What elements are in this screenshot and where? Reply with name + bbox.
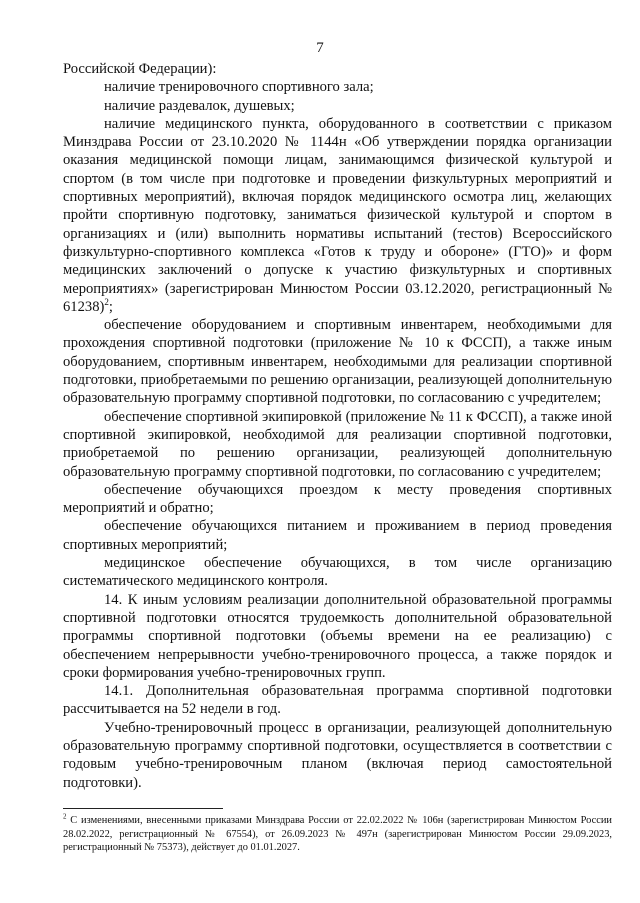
paragraph-text: 14.1. Дополнительная образовательная программа спортивной подготовки рассчитывается на 52 недели в год. [63, 683, 612, 718]
paragraph-text: наличие медицинского пункта, оборудованного в соответствии с приказом Минздрава России от 23.10.2020 № 1144н «Об утверждении порядка организации оказания медицинской помощи лицам, занимающимся физической культурой и спортом (в том числе при подготовке и проведении физкультурных мероприятий и спортивных мероприятий), включая порядок медицинского осмотра лиц, желающих пройти спортивную подготовку, заниматься физической культурой и спортом в организациях и (или) выполнить нормативы испытаний (тестов) Всероссийского физкультурно-спортивного комплекса «Готов к труду и обороне» (ГТО)» и форм медицинских заключений о допуске к участию физкультурных и спортивных мероприятиях» (зарегистрирован Минюстом России 03.12.2020, регистрационный № 61238) [63, 115, 612, 315]
footnote-text: С изменениями, внесенными приказами Минздрава России от 22.02.2022 № 106н (зарегистрирован Минюстом России 28.02.2022, регистрационный № 67554), от 26.09.2023 № 497н (зарегистрирован Минюстом России 29.09.2023, регистрационный № 75373), действует до 01.01.2027. [63, 815, 612, 854]
paragraph [63, 408, 612, 481]
paragraph [63, 60, 612, 78]
footnote [63, 814, 612, 855]
paragraph [63, 78, 612, 96]
paragraph-tail: ; [108, 298, 113, 315]
paragraph-text: обеспечение оборудованием и спортивным инвентарем, необходимыми для прохождения спортивной подготовки (приложение № 10 к ФССП), а также иным оборудованием, спортивным инвентарем, необходимыми для реализации спортивной подготовки, приобретаемыми по решению организации, реализующей дополнительную образовательную программу спортивной подготовки, по согласованию с учредителем; [63, 317, 612, 407]
paragraph-text: обеспечение спортивной экипировкой (приложение № 11 к ФССП), а также иной спортивной экипировкой, необходимой для реализации спортивной подготовки, приобретаемой по решению организации, реализующей дополнительную образовательную программу спортивной подготовки, по согласованию с учредителем; [63, 408, 612, 480]
paragraph [63, 517, 612, 554]
paragraph-text: медицинское обеспечение обучающихся, в том числе организацию систематического медицинского контроля. [63, 555, 612, 590]
paragraph [63, 316, 612, 407]
paragraph [63, 719, 612, 792]
paragraph-text: обеспечение обучающихся проездом к месту проведения спортивных мероприятий и обратно; [63, 481, 612, 517]
paragraph [63, 481, 612, 518]
page-number: 7 [316, 40, 324, 56]
paragraph-text: 14. К иным условиям реализации дополнительной образовательной программы спортивной подготовки относятся трудоемкость дополнительной образовательной программы спортивной подготовки (объемы времени на ее реализацию) с обеспечением непрерывности учебно-тренировочного процесса, а также порядок и сроки формирования учебно-тренировочных групп. [63, 591, 612, 681]
footnote-marker: 2 [63, 812, 67, 821]
paragraph [63, 554, 612, 591]
paragraph-text: Учебно-тренировочный процесс в организации, реализующей дополнительную образовательную программу спортивной подготовки, осуществляется в соответствии с годовым учебно-тренировочным планом (включая период самостоятельной подготовки). [63, 719, 612, 791]
footnote-reference: 2 [104, 297, 109, 307]
paragraph [63, 682, 612, 719]
paragraph-text: обеспечение обучающихся питанием и проживанием в период проведения спортивных мероприятий; [63, 518, 612, 553]
document-body [63, 60, 612, 792]
paragraph [63, 97, 612, 115]
footnote-divider [63, 808, 223, 809]
paragraph-text: Российской Федерации): [63, 61, 217, 77]
paragraph-text: наличие раздевалок, душевых; [104, 97, 295, 114]
paragraph [63, 591, 612, 682]
paragraph [63, 115, 612, 316]
paragraph-text: наличие тренировочного спортивного зала; [104, 79, 374, 96]
